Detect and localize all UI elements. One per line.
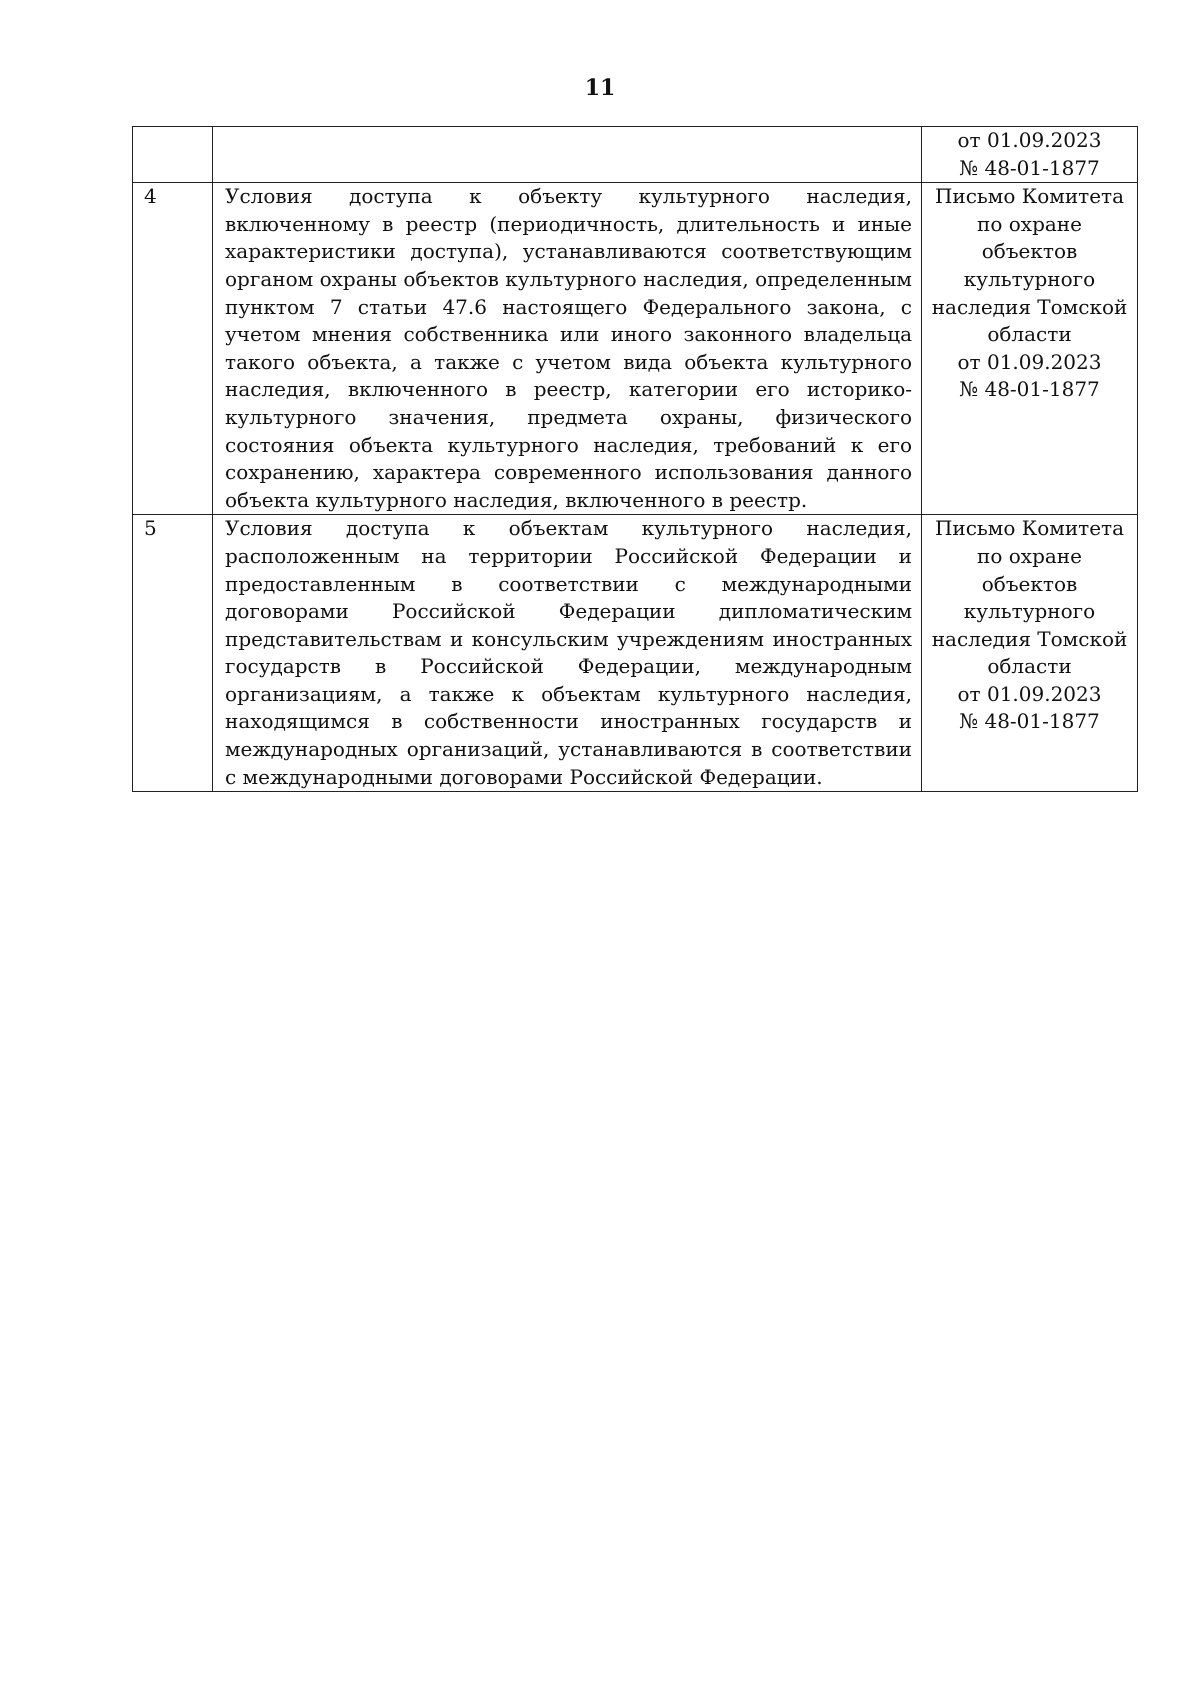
page-number: 11	[584, 75, 616, 101]
requirements-table	[132, 126, 1138, 792]
row-text: Условия доступа к объектам культурного наследия, расположенным на территории Российской Федерации и предоставленным в соответствии с международными договорами Российской Федерации дипломатическим представительствам и консульским учреждениям иностранных государств в Российской Федерации, международным организациям, а также к объектам культурного наследия, находящимся в собственности иностранных государств и международных организаций, устанавливаются в соответствии с международными договорами Российской Федерации.	[213, 515, 922, 792]
reference-line: по охране	[977, 543, 1082, 568]
reference-line: наследия Томской	[931, 626, 1128, 651]
row-reference	[922, 127, 1138, 183]
reference-line: объектов	[981, 239, 1078, 264]
reference-line: № 48-01-1877	[959, 155, 1100, 180]
table-row	[133, 127, 1138, 183]
reference-line: культурного	[963, 266, 1096, 291]
reference-line: № 48-01-1877	[959, 377, 1100, 402]
reference-line: от 01.09.2023	[957, 128, 1102, 152]
reference-line: культурного	[963, 599, 1096, 624]
reference-line: области	[987, 322, 1072, 347]
reference-line: от 01.09.2023	[957, 681, 1102, 706]
reference-line: Письмо Комитета	[934, 184, 1125, 209]
row-number	[133, 127, 213, 183]
row-text	[213, 127, 922, 183]
table-row	[133, 515, 1138, 792]
reference-line: Письмо Комитета	[934, 516, 1125, 541]
row-reference	[922, 515, 1138, 792]
row-number: 4	[133, 183, 213, 515]
reference-line: области	[987, 654, 1072, 679]
reference-line: от 01.09.2023	[957, 349, 1102, 374]
reference-line: объектов	[981, 571, 1078, 596]
reference-line: наследия Томской	[931, 294, 1128, 319]
table-row	[133, 183, 1138, 515]
row-number: 5	[133, 515, 213, 792]
reference-line: № 48-01-1877	[959, 709, 1100, 734]
row-text: Условия доступа к объекту культурного наследия, включенному в реестр (периодичность, длительность и иные характеристики доступа), устанавливаются соответствующим органом охраны объектов культурного наследия, определенным пунктом 7 статьи 47.6 настоящего Федерального закона, с учетом мнения собственника или иного законного владельца такого объекта, а также с учетом вида объекта культурного наследия, включенного в реестр, категории его историко-культурного значения, предмета охраны, физического состояния объекта культурного наследия, требований к его сохранению, характера современного использования данного объекта культурного наследия, включенного в реестр.	[213, 183, 922, 515]
row-reference	[922, 183, 1138, 515]
reference-line: по охране	[977, 211, 1082, 236]
